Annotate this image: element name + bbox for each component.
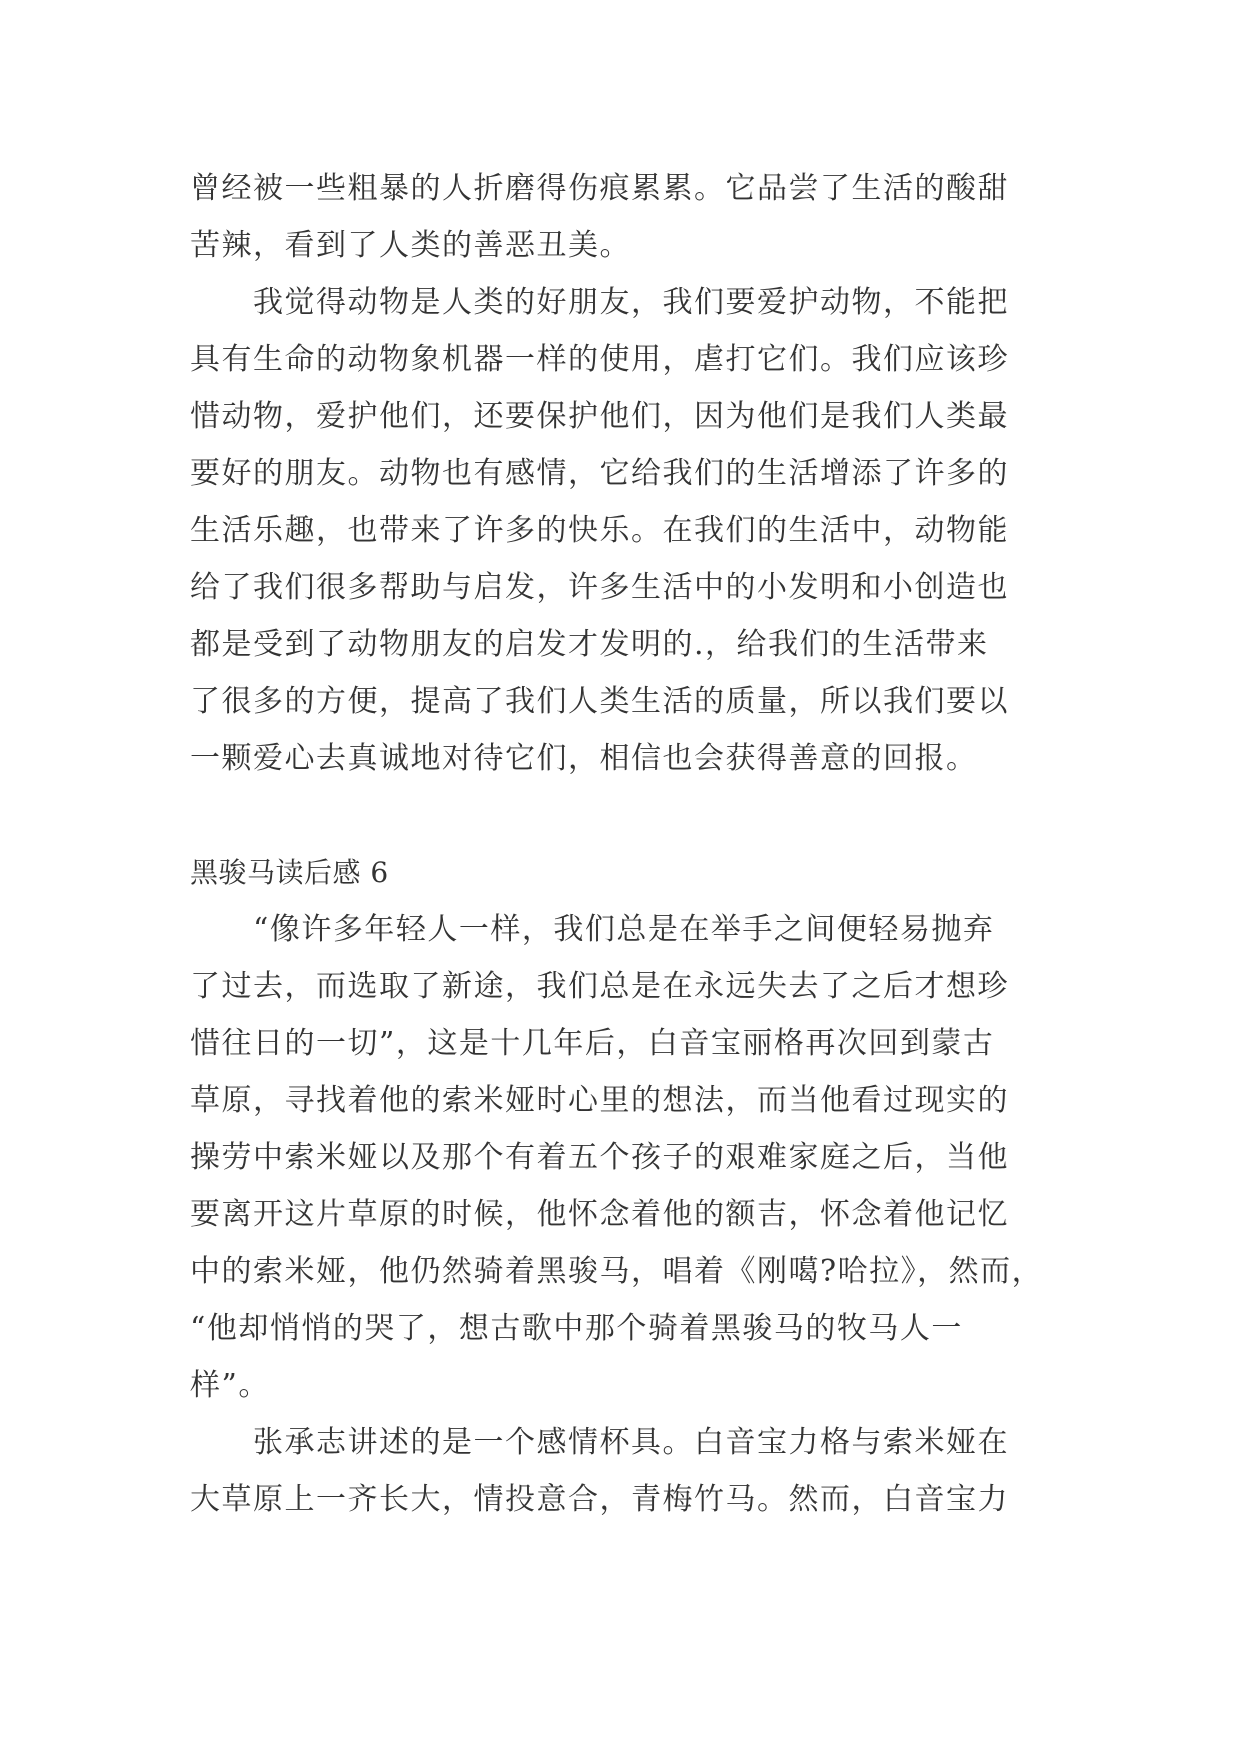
text-line: “他却悄悄的哭了，想古歌中那个骑着黑骏马的牧马人一: [190, 1311, 963, 1346]
text-line: 给了我们很多帮助与启发，许多生活中的小发明和小创造也: [190, 570, 1009, 605]
paragraph: [190, 274, 1050, 787]
text-line: 我觉得动物是人类的好朋友，我们要爱护动物，不能把: [190, 285, 1009, 320]
text-line: “像许多年轻人一样，我们总是在举手之间便轻易抛弃: [190, 912, 995, 947]
text-line: 张承志讲述的是一个感情杯具。白音宝力格与索米娅在: [190, 1425, 1009, 1460]
text-line: 草原，寻找着他的索米娅时心里的想法，而当他看过现实的: [190, 1083, 1009, 1118]
text-line: 要好的朋友。动物也有感情，它给我们的生活增添了许多的: [190, 456, 1009, 491]
text-line: 曾经被一些粗暴的人折磨得伤痕累累。它品尝了生活的酸甜: [190, 171, 1009, 206]
text-line: 具有生命的动物象机器一样的使用，虐打它们。我们应该珍: [190, 342, 1009, 377]
section-spacer: [190, 787, 1050, 844]
text-line: 惜往日的一切”，这是十几年后，白音宝丽格再次回到蒙古: [190, 1026, 995, 1061]
text-line: 都是受到了动物朋友的启发才发明的.，给我们的生活带来: [190, 627, 989, 662]
text-line: 了很多的方便，提高了我们人类生活的质量，所以我们要以: [190, 684, 1009, 719]
text-line: 中的索米娅，他仍然骑着黑骏马，唱着《刚噶?哈拉》，然而，: [190, 1254, 1044, 1289]
text-line: 生活乐趣，也带来了许多的快乐。在我们的生活中，动物能: [190, 513, 1009, 548]
text-line: 大草原上一齐长大，情投意合，青梅竹马。然而，白音宝力: [190, 1482, 1009, 1517]
paragraph: [190, 160, 1050, 274]
section-heading: 黑骏马读后感 6: [190, 856, 389, 889]
text-line: 了过去，而选取了新途，我们总是在永远失去了之后才想珍: [190, 969, 1009, 1004]
paragraph: [190, 1414, 1050, 1528]
text-line: 一颗爱心去真诚地对待它们，相信也会获得善意的回报。: [190, 741, 978, 776]
document-body: [190, 160, 1050, 1528]
text-line: 惜动物，爱护他们，还要保护他们，因为他们是我们人类最: [190, 399, 1009, 434]
text-line: 操劳中索米娅以及那个有着五个孩子的艰难家庭之后，当他: [190, 1140, 1009, 1175]
text-line: 样”。: [190, 1368, 270, 1403]
text-line: 要离开这片草原的时候，他怀念着他的额吉，怀念着他记忆: [190, 1197, 1009, 1232]
paragraph: [190, 901, 1050, 1414]
text-line: 苦辣，看到了人类的善恶丑美。: [190, 228, 631, 263]
